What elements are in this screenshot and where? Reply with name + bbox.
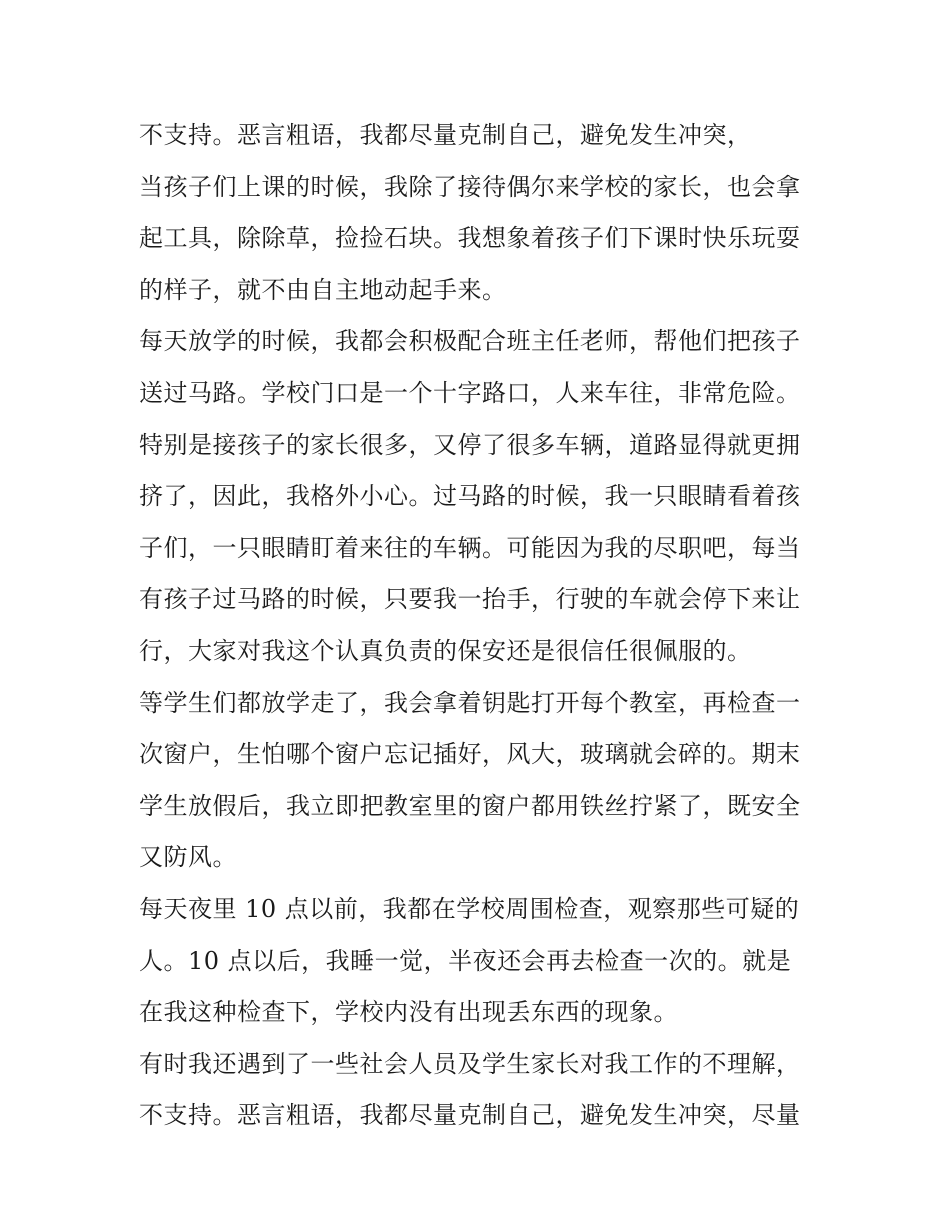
text-line: 在我这种检查下，学校内没有出现丢东西的现象。 [139, 998, 678, 1027]
text-line: 起工具，除除草，捡捡石块。我想象着孩子们下课时快乐玩耍 [139, 224, 801, 253]
text-line: 子们，一只眼睛盯着来往的车辆。可能因为我的尽职吧，每当 [139, 533, 801, 562]
text-line: 不支持。恶言粗语，我都尽量克制自己，避免发生冲突，尽量 [139, 1101, 801, 1130]
text-line: 人。10 点以后，我睡一觉，半夜还会再去检查一次的。就是 [139, 946, 792, 975]
text-line: 特别是接孩子的家长很多，又停了很多车辆，道路显得就更拥 [139, 430, 801, 459]
text-line: 挤了，因此，我格外小心。过马路的时候，我一只眼睛看着孩 [139, 482, 801, 511]
text-line: 的样子，就不由自主地动起手来。 [139, 275, 507, 304]
text-line: 学生放假后，我立即把教室里的窗户都用铁丝拧紧了，既安全 [139, 791, 801, 820]
text-line: 每天夜里 10 点以前，我都在学校周围检查，观察那些可疑的 [139, 894, 800, 923]
text-line: 有时我还遇到了一些社会人员及学生家长对我工作的不理解， [139, 1049, 801, 1078]
text-line: 又防风。 [139, 843, 237, 872]
text-line: 每天放学的时候，我都会积极配合班主任老师，帮他们把孩子 [139, 327, 801, 356]
document-body [139, 110, 829, 1142]
text-line: 次窗户，生怕哪个窗户忘记插好，风大，玻璃就会碎的。期末 [139, 740, 801, 769]
text-line: 当孩子们上课的时候，我除了接待偶尔来学校的家长，也会拿 [139, 172, 801, 201]
text-line: 送过马路。学校门口是一个十字路口，人来车往，非常危险。 [139, 378, 801, 407]
text-line: 行，大家对我这个认真负责的保安还是很信任很佩服的。 [139, 636, 752, 665]
text-line: 有孩子过马路的时候，只要我一抬手，行驶的车就会停下来让 [139, 585, 801, 614]
text-line: 等学生们都放学走了，我会拿着钥匙打开每个教室，再检查一 [139, 688, 801, 717]
text-line: 不支持。恶言粗语，我都尽量克制自己，避免发生冲突， [139, 121, 752, 149]
